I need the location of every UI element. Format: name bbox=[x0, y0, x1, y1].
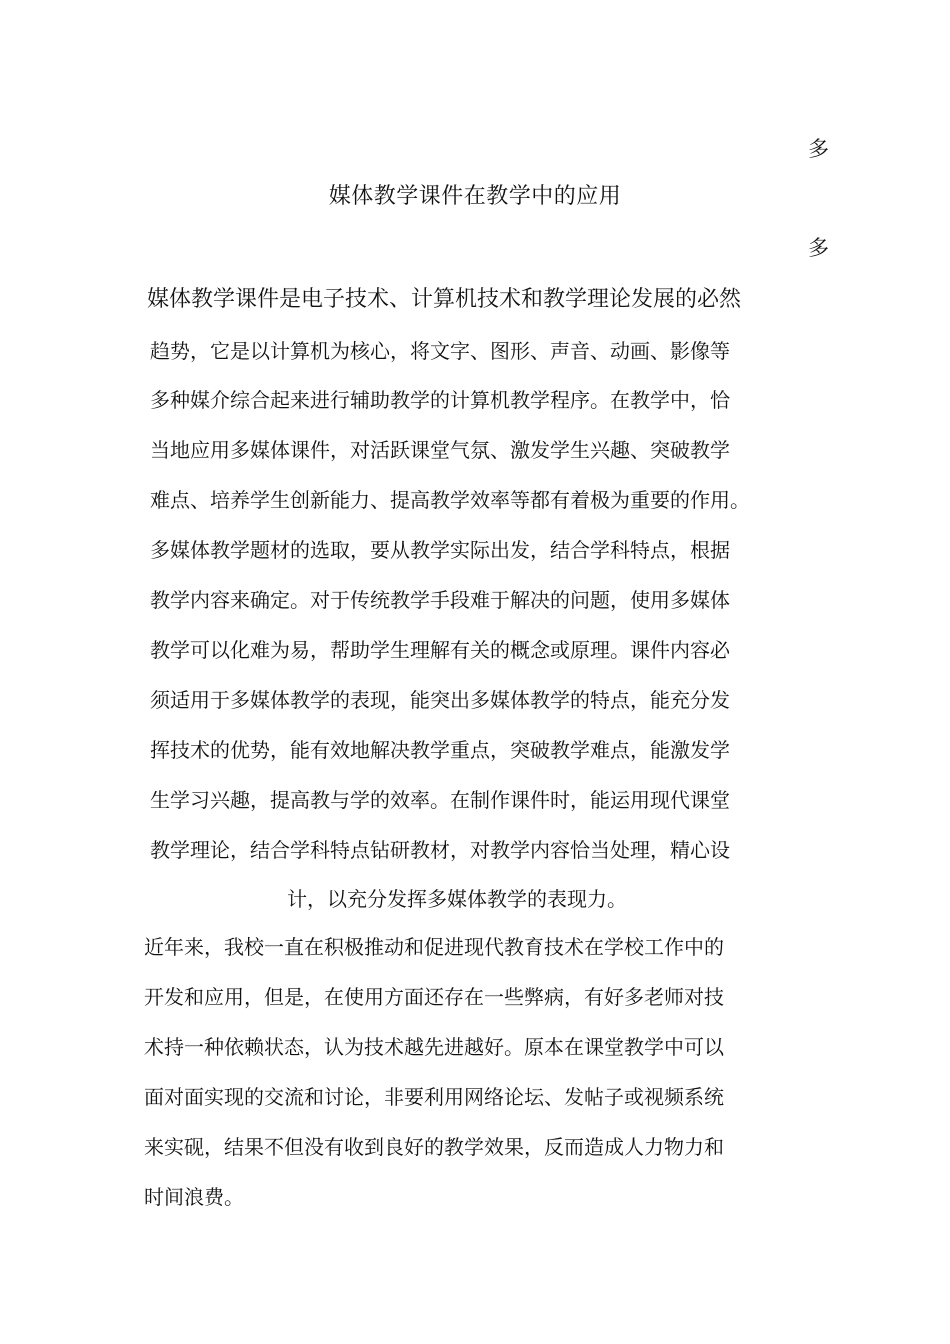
paragraph-line: 术持一种依赖状态，认为技术越先进越好。原本在课堂教学中可以 bbox=[144, 1035, 724, 1059]
paragraph-line: 多种媒介综合起来进行辅助教学的计算机教学程序。在教学中，恰 bbox=[150, 388, 730, 412]
paragraph-line: 难点、培养学生创新能力、提高教学效率等都有着极为重要的作用。 bbox=[150, 488, 750, 512]
paragraph-line: 面对面实现的交流和讨论，非要利用网络论坛、发帖子或视频系统 bbox=[144, 1085, 724, 1109]
paragraph-line: 教学内容来确定。对于传统教学手段难于解决的问题，使用多媒体 bbox=[150, 588, 730, 612]
paragraph-line: 生学习兴趣，提高教与学的效率。在制作课件时，能运用现代课堂 bbox=[150, 788, 730, 812]
paragraph-line: 媒体教学课件是电子技术、计算机技术和教学理论发展的必然 bbox=[147, 287, 742, 312]
paragraph-line: 时间浪费。 bbox=[144, 1185, 244, 1209]
paragraph-line: 来实砚，结果不但没有收到良好的教学效果，反而造成人力物力和 bbox=[144, 1135, 724, 1159]
paragraph-line: 近年来，我校一直在积极推动和促进现代教育技术在学校工作中的 bbox=[144, 935, 724, 959]
paragraph-line: 趋势，它是以计算机为核心，将文字、图形、声音、动画、影像等 bbox=[150, 339, 730, 363]
paragraph-line: 须适用于多媒体教学的表现，能突出多媒体教学的特点，能充分发 bbox=[150, 688, 730, 712]
paragraph-line: 开发和应用，但是，在使用方面还存在一些弊病，有好多老师对技 bbox=[144, 985, 724, 1009]
paragraph-line: 当地应用多媒体课件，对活跃课堂气氛、激发学生兴趣、突破教学 bbox=[150, 438, 730, 462]
paragraph-line: 教学可以化难为易，帮助学生理解有关的概念或原理。课件内容必 bbox=[150, 638, 730, 662]
side-mark-top: 多 bbox=[808, 137, 829, 161]
paragraph-line: 多媒体教学题材的选取，要从教学实际出发，结合学科特点，根据 bbox=[150, 538, 730, 562]
paragraph-line: 教学理论，结合学科特点钻研教材，对教学内容恰当处理，精心设 bbox=[150, 838, 730, 862]
side-mark-middle: 多 bbox=[808, 236, 829, 260]
document-title: 媒体教学课件在教学中的应用 bbox=[328, 184, 622, 209]
paragraph-line: 计，以充分发挥多媒体教学的表现力。 bbox=[287, 887, 627, 911]
paragraph-line: 挥技术的优势，能有效地解决教学重点，突破教学难点，能激发学 bbox=[150, 738, 730, 762]
